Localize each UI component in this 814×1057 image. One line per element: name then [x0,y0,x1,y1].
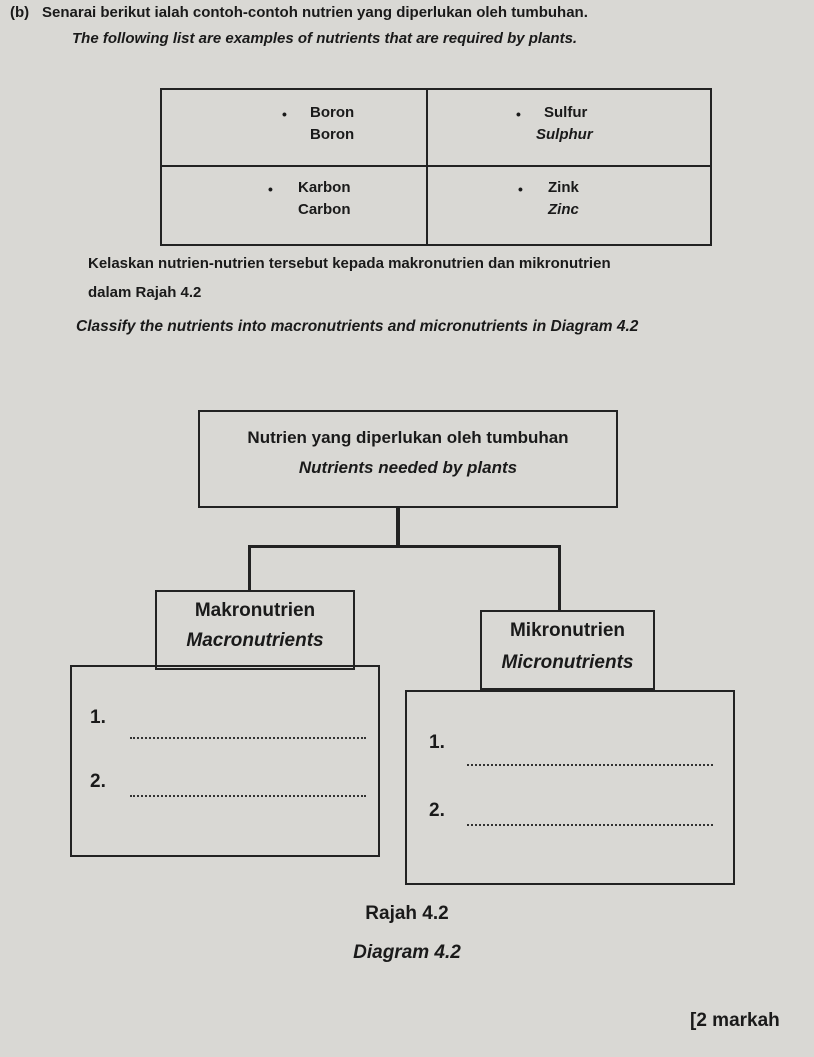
diagram-caption-english: Diagram 4.2 [353,942,461,963]
micronutrient-answer-box [405,690,735,885]
nutrient-cell-karbon [162,167,428,244]
answer-line-1[interactable] [467,764,713,766]
nutrient-name-malay: Zink [548,179,579,196]
nutrient-name-english: Zinc [548,201,579,218]
answer-line-2[interactable] [130,795,366,797]
nutrient-name-malay: Sulfur [544,104,588,121]
connector-vertical-right [558,545,561,611]
nutrient-name-english: Sulphur [536,126,593,143]
instruction-english: Classify the nutrients into macronutrients and micronutrients in Diagram 4.2 [76,318,639,335]
connector-horizontal [248,545,560,548]
macronutrient-label-malay: Makronutrien [194,600,316,621]
question-stem-malay: Senarai berikut ialah contoh-contoh nutrien yang diperlukan oleh tumbuhan. [42,4,588,21]
nutrient-table [160,88,712,246]
answer-number: 2. [90,771,106,792]
diagram-caption-malay: Rajah 4.2 [365,903,449,924]
instruction-malay-line2: dalam Rajah 4.2 [88,284,202,301]
bullet: • [268,181,273,197]
answer-number: 1. [429,732,445,753]
answer-number: 1. [90,707,106,728]
nutrient-name-english: Boron [310,126,355,143]
marks-label: [2 markah [690,1010,780,1031]
bullet: • [518,181,523,197]
instruction-malay-line1: Kelaskan nutrien-nutrien tersebut kepada makronutrien dan mikronutrien [88,255,611,272]
question-stem-english: The following list are examples of nutrients that are required by plants. [72,30,578,47]
nutrient-cell-sulfur [428,90,710,167]
root-node-box [198,410,618,508]
macronutrient-answer-box [70,665,380,857]
answer-number: 2. [429,800,445,821]
nutrient-name-malay: Karbon [298,179,351,196]
connector-vertical-left [248,545,251,591]
nutrient-cell-zink [428,167,710,244]
micronutrient-box [480,610,655,690]
macronutrient-box [155,590,355,670]
micronutrient-label-english: Micronutrients [501,652,634,673]
answer-line-1[interactable] [130,737,366,739]
answer-line-2[interactable] [467,824,713,826]
micronutrient-label-malay: Mikronutrien [509,620,626,641]
root-node-english: Nutrients needed by plants [298,458,518,477]
root-node-malay: Nutrien yang diperlukan oleh tumbuhan [247,428,569,447]
nutrient-cell-boron [162,90,428,167]
connector-vertical-root [396,507,400,547]
bullet: • [282,106,287,122]
question-label: (b) [10,4,30,21]
macronutrient-label-english: Macronutrients [186,630,324,651]
bullet: • [516,106,521,122]
nutrient-name-english: Carbon [298,201,351,218]
nutrient-name-malay: Boron [310,104,355,121]
